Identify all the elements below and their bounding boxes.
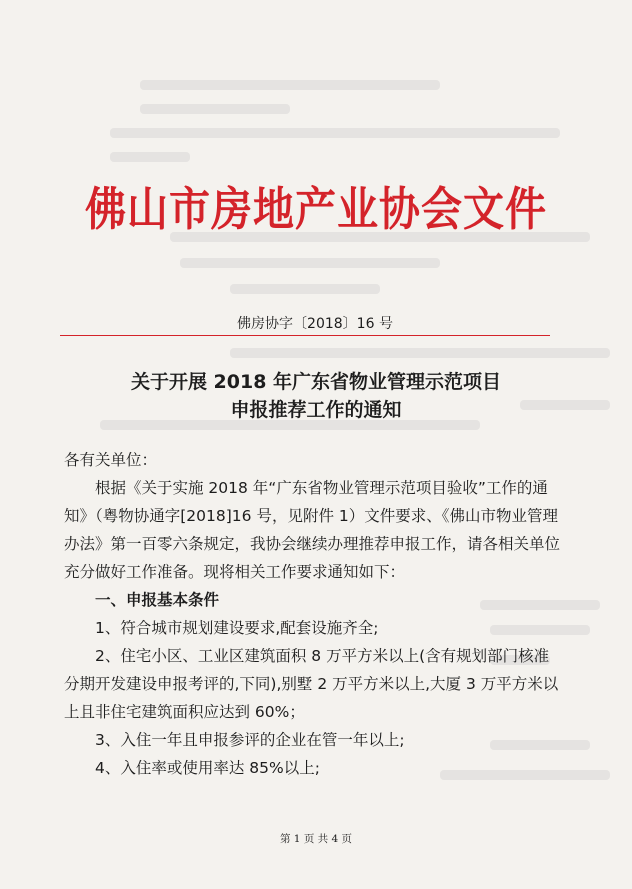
condition-item: 1、符合城市规划建设要求,配套设施齐全; bbox=[95, 619, 379, 637]
condition-item: 3、入住一年且申报参评的企业在管一年以上; bbox=[95, 731, 405, 749]
document-body bbox=[64, 446, 564, 782]
red-divider-line bbox=[60, 335, 550, 336]
notice-title-line2: 申报推荐工作的通知 bbox=[230, 399, 402, 421]
condition-item: 4、入住率或使用率达 85%以上; bbox=[95, 759, 320, 777]
condition-item: 2、住宅小区、工业区建筑面积 8 万平方米以上(含有规划部门核准分期开发建设申报考评的,下同),别墅 2 万平方米以上,大厦 3 万平方米以上且非住宅建筑面积应达到 60%； bbox=[64, 647, 559, 721]
notice-title bbox=[40, 368, 592, 424]
page-footer: 第 1 页 共 4 页 bbox=[279, 833, 353, 845]
notice-title-line1: 关于开展 2018 年广东省物业管理示范项目 bbox=[130, 371, 502, 393]
salutation: 各有关单位： bbox=[64, 451, 158, 469]
letterhead-title: 佛山市房地产业协会文件 bbox=[85, 182, 547, 237]
intro-paragraph: 根据《关于实施 2018 年“广东省物业管理示范项目验收”工作的通知》（粤物协通字[2018]16 号，见附件 1）文件要求、《佛山市物业管理办法》第一百零六条规定，我协会继续办理推荐申报工作，请各相关单位充分做好工作准备。现将相关工作要求通知如下： bbox=[64, 479, 561, 581]
section-heading: 一、申报基本条件 bbox=[95, 591, 220, 609]
document-number: 佛房协字〔2018〕16 号 bbox=[237, 316, 393, 332]
